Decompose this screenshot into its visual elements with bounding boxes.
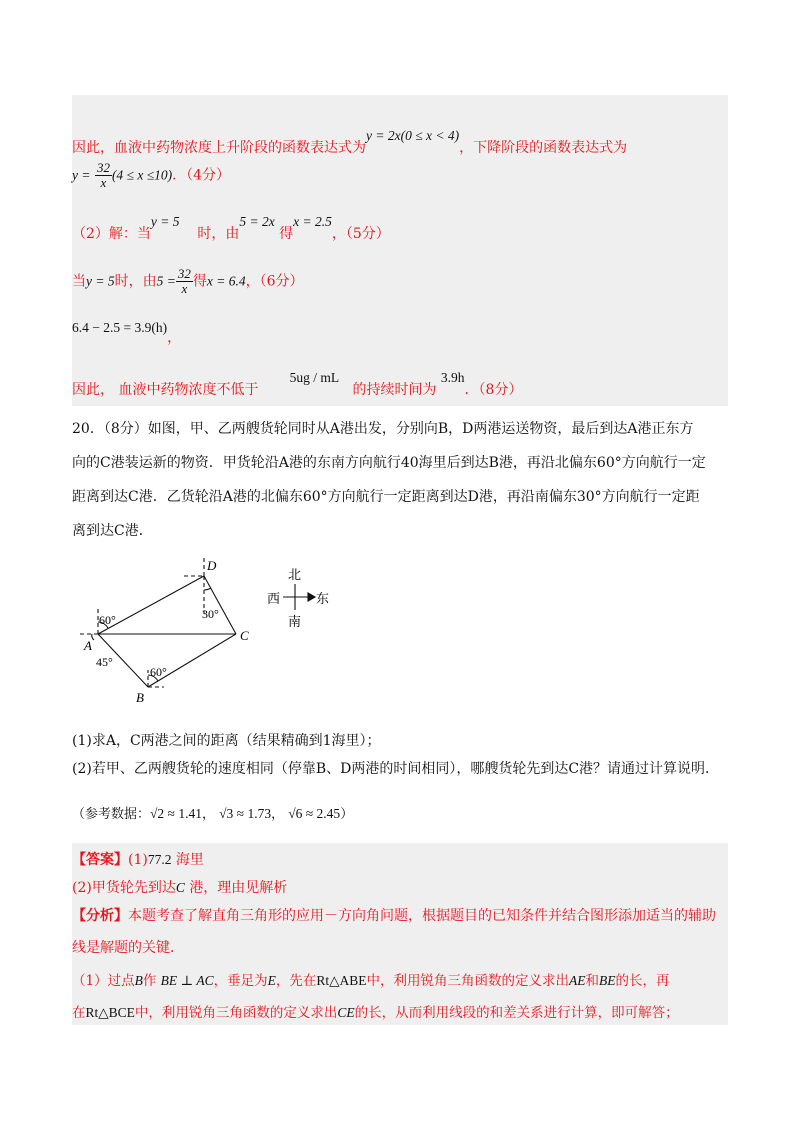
compass-east: 东 xyxy=(316,591,330,606)
answer-line-1: 【答案】(1)77.2 海里 xyxy=(72,852,204,868)
fraction-32-over-x-2: $\frac{32}{x}$ xyxy=(177,266,191,296)
question-line-3: 距离到达C港．乙货轮沿A港的北偏东60°方向航行一定距离到达D港，再沿南偏东30°方向航行一定距 xyxy=(72,489,700,505)
question-line-1: 20．（8分）如图，甲、乙两艘货轮同时从A港出发，分别向B，D两港运送物资，最后到达A港正东方 xyxy=(72,421,694,437)
segment-bc xyxy=(148,634,236,687)
solution-line-3: （2）解：当y = 5 时，由5 = 2x 得x = 2.5，（5分） xyxy=(72,214,390,242)
arc-a-bottom xyxy=(92,634,94,640)
compass-south: 南 xyxy=(288,614,302,629)
solution-line-4: 当y = 5时，由5 = $\frac{32}{x}$ 得x = 6.4，（6分） xyxy=(72,266,304,296)
segment-dc xyxy=(204,576,236,634)
angle-a-bottom: 45° xyxy=(96,655,113,669)
solution-line-5: 6.4 − 2.5 = 3.9(h)， xyxy=(72,320,182,346)
question-line-2: 向的C港装运新的物资．甲货轮沿A港的东南方向航行40海里后到达B港，再沿北偏东60°方向航行一定 xyxy=(72,455,706,471)
compass-icon xyxy=(283,584,315,610)
label-a: A xyxy=(84,638,92,653)
answer-line-2: (2)甲货轮先到达C 港，理由见解析 xyxy=(72,880,288,896)
angle-a-top: 60° xyxy=(99,613,116,627)
geometry-diagram xyxy=(72,552,362,702)
solution-block-1 xyxy=(72,95,728,406)
rise-function-expr: y = 2x(0 ≤ x < 4) xyxy=(366,128,460,143)
solution-block-2 xyxy=(72,843,728,1025)
compass-north: 北 xyxy=(288,567,302,582)
step-line-2: 在Rt△BCE中，利用锐角三角函数的定义求出CE的长，从而利用线段的和差关系进行计算，即可解答； xyxy=(72,1005,679,1021)
fraction-32-over-x: $\frac{32}{x}$ xyxy=(96,160,110,190)
arc-d xyxy=(204,588,211,590)
label-d: D xyxy=(207,558,217,573)
label-c: C xyxy=(240,628,249,643)
solution-line-1: 因此，血液中药物浓度上升阶段的函数表达式为y = 2x(0 ≤ x < 4)，下降阶段的函数表达式为 xyxy=(72,128,628,156)
solution-line-6: 因此， 血液中药物浓度不低于 5ug / mL 的持续时间为 3.9h．（8分） xyxy=(72,370,523,398)
angle-d: 30° xyxy=(202,607,219,621)
analysis-line-1: 【分析】本题考查了解直角三角形的应用－方向角问题，根据题目的已知条件并结合图形添加适当的辅助 xyxy=(72,908,716,924)
compass-west: 西 xyxy=(267,591,281,606)
sub-question-2: (2)若甲、乙两艘货轮的速度相同（停靠B、D两港的时间相同），哪艘货轮先到达C港？请通过计算说明． xyxy=(72,761,720,777)
question-line-4: 离到达C港． xyxy=(72,523,153,539)
step-line-1: （1）过点B作 BE ⊥ AC，垂足为E，先在Rt△ABE中，利用锐角三角函数的定义求出AE和BE的长，再 xyxy=(72,973,670,989)
question-paragraph xyxy=(72,418,732,554)
sub-question-1: (1)求A，C两港之间的距离（结果精确到1海里）； xyxy=(72,733,381,749)
analysis-line-2: 线是解题的关键． xyxy=(72,940,184,956)
solution-line-2: y = $\frac{32}{x}$ (4 ≤ x ≤10)．（4分） xyxy=(72,160,231,190)
label-b: B xyxy=(136,690,144,702)
angle-b: 60° xyxy=(150,665,167,679)
reference-data: （参考数据：√2 ≈ 1.41， √3 ≈ 1.73， √6 ≈ 2.45） xyxy=(72,806,354,822)
